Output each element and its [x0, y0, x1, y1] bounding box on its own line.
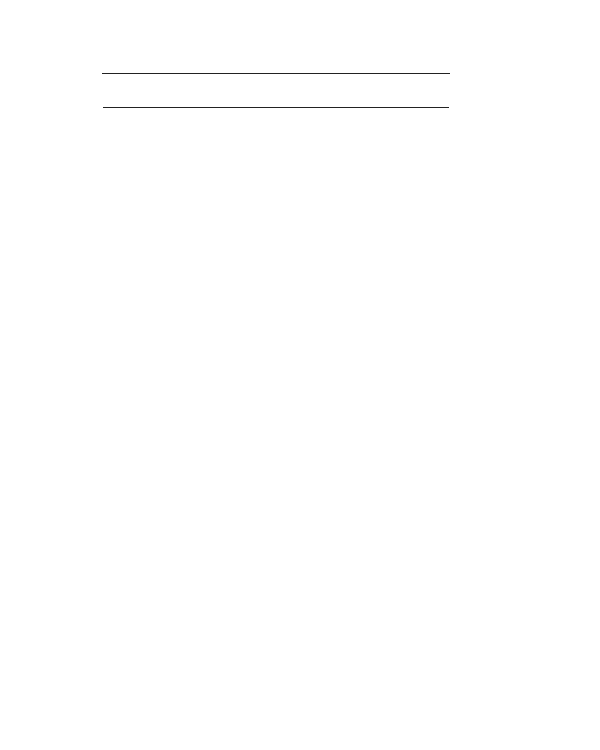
table-of-contents [103, 80, 449, 111]
section-rule [103, 107, 449, 108]
header-rule [102, 73, 450, 74]
